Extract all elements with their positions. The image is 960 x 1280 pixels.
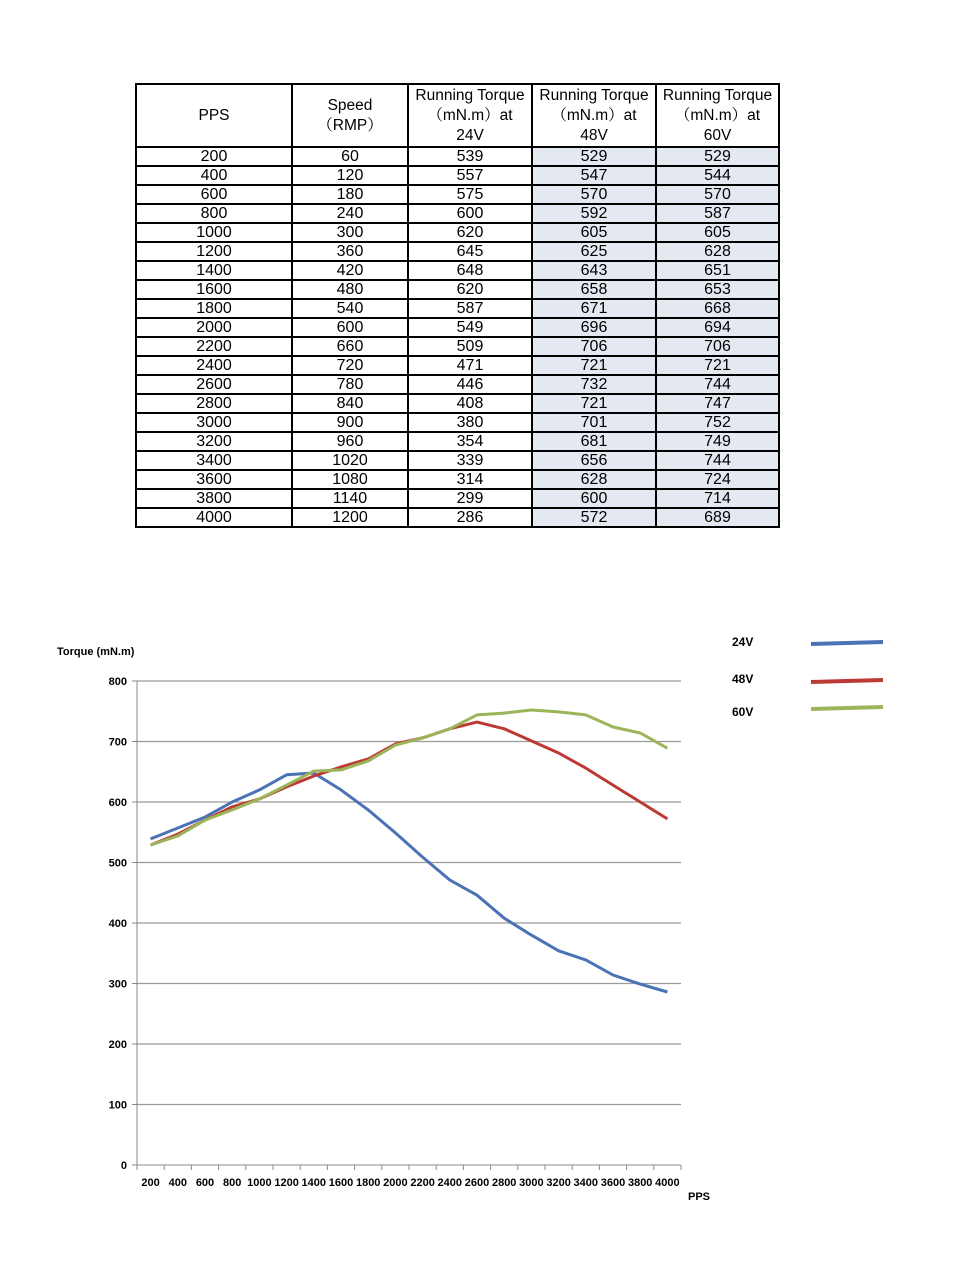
cell-pps: 3200 (136, 432, 292, 451)
cell-pps: 2200 (136, 337, 292, 356)
cell-torque-24v: 648 (408, 261, 532, 280)
cell-speed: 300 (292, 223, 408, 242)
x-tick-label: 3600 (600, 1177, 626, 1189)
table-row (136, 147, 779, 166)
chart-axes (132, 681, 681, 1170)
cell-torque-24v: 645 (408, 242, 532, 261)
cell-speed: 1080 (292, 470, 408, 489)
legend-label-24v: 24V (732, 635, 754, 649)
x-tick-label: 3000 (519, 1177, 544, 1189)
cell-speed: 1200 (292, 508, 408, 527)
x-tick-label: 4000 (655, 1177, 680, 1189)
x-tick-label: 600 (195, 1177, 215, 1189)
table-row (136, 489, 779, 508)
chart-labels (57, 646, 710, 1203)
cell-pps: 4000 (136, 508, 292, 527)
cell-speed: 180 (292, 185, 408, 204)
chart-legend (732, 635, 883, 719)
torque-data-table (135, 83, 780, 528)
table-row (136, 470, 779, 489)
header-line: PPS (198, 106, 230, 124)
cell-torque-48v: 592 (532, 204, 656, 223)
cell-pps: 3800 (136, 489, 292, 508)
table-row (136, 394, 779, 413)
x-tick-label: 1200 (274, 1177, 299, 1189)
cell-pps: 600 (136, 185, 292, 204)
cell-torque-60v: 651 (656, 261, 779, 280)
cell-speed: 480 (292, 280, 408, 299)
cell-torque-60v: 752 (656, 413, 779, 432)
table-row (136, 318, 779, 337)
cell-pps: 2000 (136, 318, 292, 337)
table-row (136, 337, 779, 356)
cell-torque-48v: 658 (532, 280, 656, 299)
table-row (136, 375, 779, 394)
header-line: Running Torque (662, 87, 773, 104)
cell-torque-60v: 747 (656, 394, 779, 413)
cell-torque-60v: 529 (656, 147, 779, 166)
cell-torque-60v: 587 (656, 204, 779, 223)
table-row (136, 166, 779, 185)
cell-pps: 1200 (136, 242, 292, 261)
series-line-60v (151, 710, 668, 845)
cell-pps: 200 (136, 147, 292, 166)
chart-series (151, 710, 668, 992)
cell-torque-24v: 314 (408, 470, 532, 489)
table-row (136, 223, 779, 242)
cell-torque-48v: 605 (532, 223, 656, 242)
cell-speed: 600 (292, 318, 408, 337)
cell-pps: 1400 (136, 261, 292, 280)
table-row (136, 280, 779, 299)
header-line: （RMP） (317, 116, 383, 134)
table-row (136, 185, 779, 204)
cell-torque-48v: 656 (532, 451, 656, 470)
cell-torque-60v: 744 (656, 451, 779, 470)
table-row (136, 451, 779, 470)
cell-speed: 780 (292, 375, 408, 394)
x-tick-label: 3800 (627, 1177, 653, 1189)
header-torque-60v (656, 84, 779, 147)
cell-pps: 800 (136, 204, 292, 223)
y-tick-label: 0 (120, 1160, 127, 1172)
table-row (136, 299, 779, 318)
cell-torque-60v: 721 (656, 356, 779, 375)
table-body (136, 147, 779, 527)
cell-torque-24v: 408 (408, 394, 532, 413)
cell-torque-24v: 446 (408, 375, 532, 394)
x-tick-label: 2400 (437, 1177, 463, 1189)
x-tick-label: 400 (168, 1177, 187, 1189)
cell-torque-60v: 544 (656, 166, 779, 185)
cell-speed: 960 (292, 432, 408, 451)
cell-torque-24v: 549 (408, 318, 532, 337)
cell-torque-60v: 724 (656, 470, 779, 489)
table-row (136, 508, 779, 527)
legend-label-48v: 48V (732, 672, 754, 686)
header-line: Running Torque (539, 87, 649, 104)
cell-pps: 3600 (136, 470, 292, 489)
cell-pps: 3000 (136, 413, 292, 432)
y-tick-label: 100 (108, 1099, 127, 1112)
cell-torque-60v: 689 (656, 508, 779, 527)
cell-torque-60v: 653 (656, 280, 779, 299)
cell-torque-48v: 625 (532, 242, 656, 261)
header-line: Running Torque (415, 87, 525, 104)
torque-line-chart (0, 600, 960, 1220)
cell-speed: 900 (292, 413, 408, 432)
x-axis-label: PPS (688, 1191, 711, 1203)
cell-torque-48v: 547 (532, 166, 656, 185)
table-row (136, 204, 779, 223)
x-tick-label: 3200 (546, 1177, 571, 1189)
x-tick-label: 800 (223, 1177, 242, 1189)
cell-torque-24v: 354 (408, 432, 532, 451)
cell-torque-24v: 620 (408, 280, 532, 299)
series-line-24v (151, 773, 668, 992)
cell-pps: 1000 (136, 223, 292, 242)
y-tick-label: 800 (108, 676, 127, 688)
cell-torque-48v: 681 (532, 432, 656, 451)
header-line: 48V (580, 127, 608, 144)
cell-speed: 240 (292, 204, 408, 223)
cell-torque-48v: 572 (532, 508, 656, 527)
header-line: （mN.m）at (551, 107, 637, 124)
cell-pps: 2800 (136, 394, 292, 413)
cell-torque-48v: 706 (532, 337, 656, 356)
y-axis-label: Torque (mN.m) (57, 646, 135, 658)
cell-torque-48v: 721 (532, 394, 656, 413)
cell-torque-24v: 471 (408, 356, 532, 375)
header-line: 60V (703, 127, 732, 144)
legend-label-60v: 60V (732, 705, 754, 719)
cell-pps: 400 (136, 166, 292, 185)
cell-torque-60v: 744 (656, 375, 779, 394)
cell-speed: 420 (292, 261, 408, 280)
x-tick-label: 2000 (383, 1177, 408, 1189)
cell-torque-48v: 570 (532, 185, 656, 204)
x-tick-label: 2800 (491, 1177, 517, 1189)
legend-swatch-60v (811, 707, 883, 709)
header-line: 24V (456, 127, 484, 144)
header-line: Speed (327, 96, 373, 114)
x-tick-label: 1600 (328, 1177, 354, 1189)
cell-torque-24v: 509 (408, 337, 532, 356)
cell-torque-48v: 643 (532, 261, 656, 280)
cell-torque-48v: 600 (532, 489, 656, 508)
table-row (136, 242, 779, 261)
cell-torque-24v: 380 (408, 413, 532, 432)
cell-torque-48v: 701 (532, 413, 656, 432)
x-tick-label: 1800 (355, 1177, 381, 1189)
x-tick-label: 2200 (410, 1177, 435, 1189)
cell-torque-48v: 671 (532, 299, 656, 318)
header-torque-24v (408, 84, 532, 147)
x-tick-label: 1400 (301, 1177, 327, 1189)
table-row (136, 261, 779, 280)
y-tick-label: 500 (108, 857, 127, 870)
cell-speed: 1020 (292, 451, 408, 470)
cell-torque-24v: 539 (408, 147, 532, 166)
cell-speed: 1140 (292, 489, 408, 508)
cell-speed: 60 (292, 147, 408, 166)
cell-speed: 540 (292, 299, 408, 318)
legend-swatch-24v (811, 642, 883, 644)
cell-torque-60v: 706 (656, 337, 779, 356)
cell-torque-24v: 339 (408, 451, 532, 470)
cell-torque-60v: 749 (656, 432, 779, 451)
cell-torque-24v: 286 (408, 508, 532, 527)
cell-torque-24v: 299 (408, 489, 532, 508)
cell-torque-60v: 628 (656, 242, 779, 261)
cell-pps: 3400 (136, 451, 292, 470)
cell-torque-60v: 668 (656, 299, 779, 318)
cell-torque-48v: 529 (532, 147, 656, 166)
cell-torque-48v: 696 (532, 318, 656, 337)
x-tick-label: 200 (141, 1177, 160, 1189)
cell-speed: 720 (292, 356, 408, 375)
cell-pps: 2400 (136, 356, 292, 375)
cell-pps: 1600 (136, 280, 292, 299)
header-speed (292, 84, 408, 147)
cell-torque-60v: 694 (656, 318, 779, 337)
legend-swatch-48v (811, 680, 883, 682)
y-tick-label: 200 (108, 1039, 127, 1051)
cell-torque-24v: 587 (408, 299, 532, 318)
cell-speed: 660 (292, 337, 408, 356)
cell-torque-24v: 575 (408, 185, 532, 204)
header-line: （mN.m）at (427, 107, 513, 124)
cell-speed: 120 (292, 166, 408, 185)
cell-torque-24v: 620 (408, 223, 532, 242)
table-row (136, 356, 779, 375)
chart-gridlines (137, 681, 681, 1105)
header-line: （mN.m）at (674, 107, 761, 124)
table-row (136, 432, 779, 451)
table-row (136, 413, 779, 432)
cell-torque-48v: 628 (532, 470, 656, 489)
cell-torque-60v: 570 (656, 185, 779, 204)
y-tick-label: 300 (108, 978, 127, 991)
header-torque-48v (532, 84, 656, 147)
cell-torque-48v: 721 (532, 356, 656, 375)
x-tick-label: 1000 (247, 1177, 272, 1189)
cell-torque-60v: 714 (656, 489, 779, 508)
cell-speed: 360 (292, 242, 408, 261)
cell-pps: 2600 (136, 375, 292, 394)
cell-torque-24v: 600 (408, 204, 532, 223)
y-tick-label: 700 (108, 736, 127, 749)
cell-torque-60v: 605 (656, 223, 779, 242)
cell-torque-48v: 732 (532, 375, 656, 394)
y-tick-label: 600 (108, 797, 127, 809)
y-tick-label: 400 (108, 918, 127, 930)
x-tick-label: 2600 (464, 1177, 490, 1189)
cell-torque-24v: 557 (408, 166, 532, 185)
cell-pps: 1800 (136, 299, 292, 318)
x-tick-label: 3400 (573, 1177, 599, 1189)
header-pps (136, 84, 292, 147)
cell-speed: 840 (292, 394, 408, 413)
table-header-row (136, 84, 779, 147)
